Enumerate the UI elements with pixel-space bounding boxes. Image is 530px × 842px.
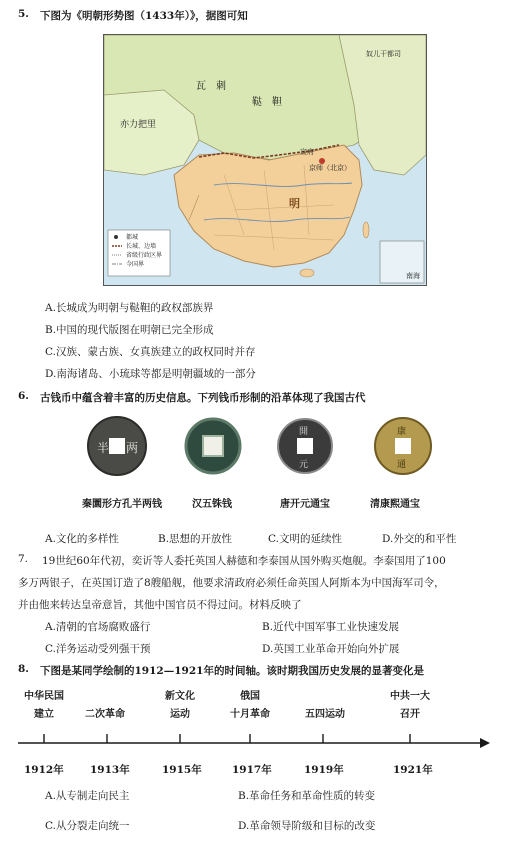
svg-text:半: 半 [97,441,110,455]
event-1913 [70,706,140,724]
event-1921 [378,688,442,724]
svg-text:康: 康 [397,427,407,437]
event-1919-line2: 五四运动 [305,709,345,720]
event-1919 [290,706,360,724]
timeline-arrow [480,738,490,748]
map-label-jingshi: 京师（北京） [309,164,351,172]
ming-map [103,34,427,286]
year-1915: 1915年 [162,764,202,776]
event-1912-line2: 建立 [34,709,54,720]
q5-stem: 下图为《明朝形势图（1433年）》，据图可知 [40,10,248,22]
map-label-nanhai: 南海 [406,272,420,280]
year-1919: 1919年 [304,764,344,776]
svg-text:元: 元 [299,460,309,470]
q6-option-d[interactable]: D.外交的和平性 [382,533,457,545]
event-1917 [215,688,285,724]
year-1921: 1921年 [393,764,433,776]
q8-option-b[interactable]: B.革命任务和革命性质的转变 [238,790,376,802]
event-1915 [150,688,210,724]
q5-option-d[interactable]: D.南海诸岛、小琉球等都是明朝疆域的一部分 [45,368,256,380]
year-1912: 1912年 [24,764,64,776]
q8-option-a[interactable]: A.从专制走向民主 [45,790,130,802]
q5-option-c[interactable]: C.汉族、蒙古族、女真族建立的政权同时并存 [45,346,256,358]
q7-number: 7. [18,553,29,565]
taiwan-island [363,222,369,238]
coin-wuzhu [186,419,240,473]
map-label-wala: 瓦 刺 [196,81,226,92]
q5-option-a[interactable]: A.长城成为明朝与鞑靼的政权部族界 [45,302,214,314]
coin-label-1: 秦圜形方孔半两钱 [82,499,162,510]
svg-text:通: 通 [397,460,407,470]
event-1917-line1: 俄国 [240,691,260,702]
map-label-xuanfu: 宣府 [300,148,314,156]
event-1915-line2: 运动 [170,709,190,720]
map-label-dada: 鞑 靼 [252,97,282,108]
year-1913: 1913年 [90,764,130,776]
q7-stem-line2: 多万两银子，在英国订造了8艘船舰，他要求清政府必须任命英国人阿斯本为中国海军司令， [18,577,445,589]
event-1912 [14,688,74,724]
q6-number: 6. [18,390,29,402]
coin-kaiyuan [278,419,332,473]
q7-option-b[interactable]: B.近代中国军事工业快速发展 [262,621,400,633]
q6-option-a[interactable]: A.文化的多样性 [45,533,119,545]
event-1915-line1: 新文化 [165,691,195,702]
event-1917-line2: 十月革命 [230,709,270,720]
legend-capital: 都城 [126,234,139,241]
q7-stem-line3: 并由他来转达皇帝意旨，其他中国官员不得过问。材料反映了 [18,599,302,611]
q8-stem: 下图是某同学绘制的1912—1921年的时间轴。该时期我国历史发展的显著变化是 [40,665,424,677]
svg-text:两: 两 [126,441,139,455]
map-label-yibali: 亦力把里 [120,120,157,130]
timeline-axis [18,730,490,756]
q8-option-d[interactable]: D.革命领导阶级和目标的改变 [238,820,376,832]
event-1913-line2: 二次革命 [85,709,125,720]
q7-option-c[interactable]: C.洋务运动受列强干预 [45,643,151,655]
coin-kangxi [375,418,431,474]
legend-border: 今国界 [126,261,145,268]
q6-stem: 古钱币中蕴含着丰富的历史信息。下列钱币形制的沿革体现了我国古代 [40,392,366,404]
q5-number: 5. [18,8,29,20]
event-1912-line1: 中华民国 [24,691,64,702]
legend-wall: 长城、边墙 [126,243,157,250]
coin-label-3: 唐开元通宝 [280,499,330,510]
svg-text:開: 開 [299,427,309,437]
q7-option-d[interactable]: D.英国工业革命开始向外扩展 [262,643,400,655]
map-label-ming: 明 [289,197,300,210]
q6-option-b[interactable]: B.思想的开放性 [158,533,233,545]
coin-banliang [88,417,146,475]
map-label-nujr: 奴儿干都司 [366,50,401,58]
hainan-island [300,269,314,277]
q7-option-a[interactable]: A.清朝的官场腐败盛行 [45,621,151,633]
legend-province: 省级行政区界 [126,252,163,259]
q8-number: 8. [18,663,29,675]
q7-stem-line1: 19世纪60年代初，奕䜣等人委托英国人赫德和李泰国从国外购买炮舰。李泰国用了100 [42,555,446,567]
q5-option-b[interactable]: B.中国的现代版图在明朝已完全形成 [45,324,214,336]
coin-images [85,412,445,480]
coin-label-4: 清康熙通宝 [370,499,420,510]
event-1921-line1: 中共一大 [390,691,430,702]
q6-option-c[interactable]: C.文明的延续性 [268,533,342,545]
q8-option-c[interactable]: C.从分裂走向统一 [45,820,130,832]
coin-label-2: 汉五铢钱 [192,499,232,510]
year-1917: 1917年 [232,764,272,776]
event-1921-line2: 召开 [400,709,420,720]
